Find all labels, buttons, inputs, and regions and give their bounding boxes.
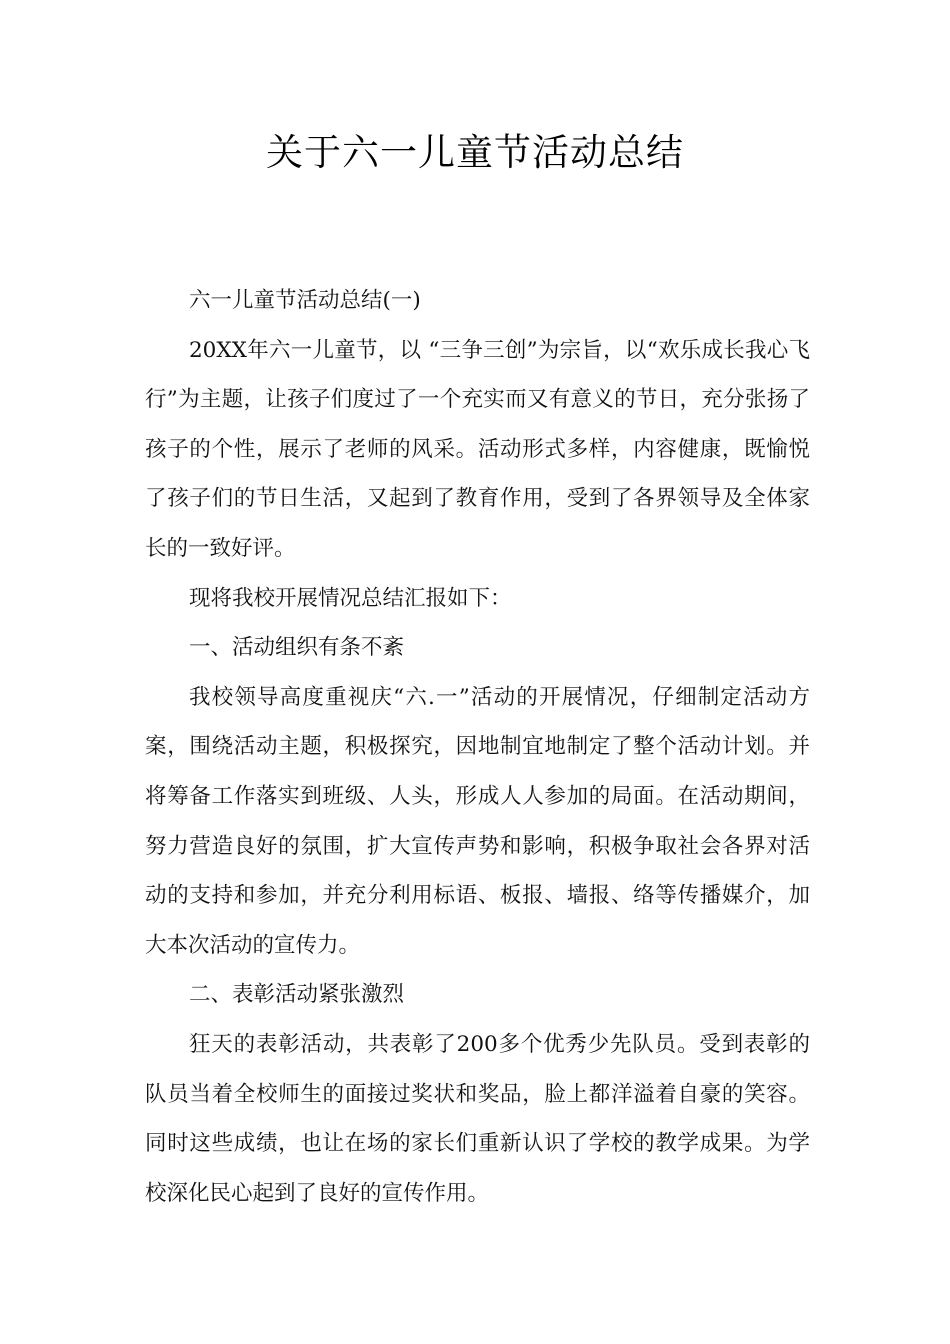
section-heading-commendation: 二、表彰活动紧张激烈	[189, 982, 405, 1008]
section-heading-summary-one: 六一儿童节活动总结(一)	[189, 288, 421, 313]
intro-paragraph: 20XX年六一儿童节，以 “三争三创”为宗旨，以“欢乐成长我心飞行”为主题，让孩子们度过了一个充实而又有意义的节日，充分张扬了孩子的个性，展示了老师的风采。活动形式多样，内容健康，既愉悦了孩子们的节日生活，又起到了教育作用，受到了各界领导及全体家长的一致好评。	[145, 337, 810, 561]
organization-paragraph: 我校领导高度重视庆“六.一”活动的开展情况，仔细制定活动方案，围绕活动主题，积极探究，因地制宜地制定了整个活动计划。并将筹备工作落实到班级、人头，形成人人参加的局面。在活动期间，努力营造良好的氛围，扩大宣传声势和影响，积极争取社会各界对活动的支持和参加，并充分利用标语、板报、墙报、络等传播媒介，加大本次活动的宣传力。	[145, 684, 810, 958]
document-title: 关于六一儿童节活动总结	[266, 131, 684, 174]
commendation-paragraph: 狂天的表彰活动，共表彰了200多个优秀少先队员。受到表彰的队员当着全校师生的面接过奖状和奖品，脸上都洋溢着自豪的笑容。同时这些成绩，也让在场的家长们重新认识了学校的教学成果。为学校深化民心起到了良好的宣传作用。	[145, 1031, 810, 1206]
section-heading-organization: 一、活动组织有条不紊	[189, 635, 405, 661]
report-lead-paragraph: 现将我校开展情况总结汇报如下：	[189, 585, 512, 611]
document-body	[145, 276, 810, 1218]
